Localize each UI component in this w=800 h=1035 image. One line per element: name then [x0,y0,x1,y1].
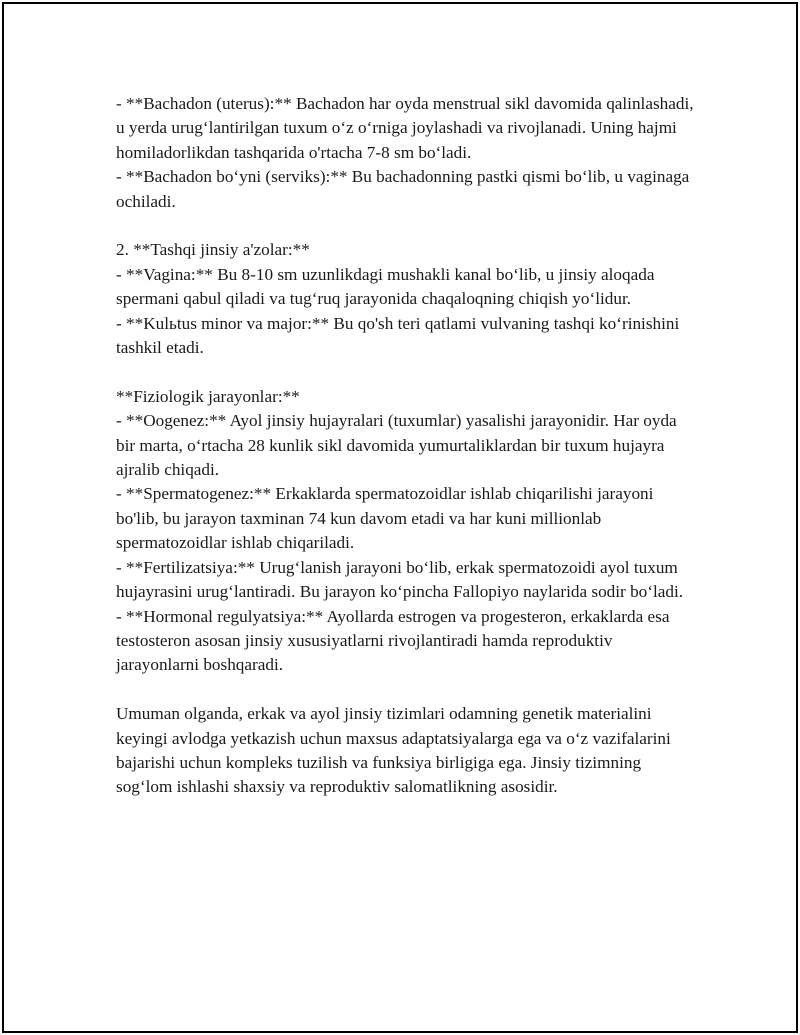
heading-physiological-processes: **Fiziologik jarayonlar:** [116,386,300,406]
paragraph-cervix: - **Bachadon bo‘yni (serviks):** Bu bachadonning pastki qismi bo‘lib, u vaginaga ochiladi. [116,167,690,211]
paragraph-conclusion: Umuman olganda, erkak va ayol jinsiy tizimlari odamning genetik materialini keyingi avlodga yetkazish uchun maxsus adaptatsiyalarga ega va o‘z vazifalarini bajarishi uchun kompleks tuzilish va funksiya birligiga ega. Jinsiy tizimning sog‘lom ishlashi shaxsiy va reproduktiv salomatlikning asosidir. [116,704,671,797]
paragraph-fertilization: - **Fertilizatsiya:** Urug‘lanish jarayoni bo‘lib, erkak spermatozoidi ayol tuxum hujayrasini urug‘lantiradi. Bu jarayon ko‘pincha Fallopiyo naylarida sodir bo‘ladi. [116,557,684,602]
paragraph-hormonal-regulation: - **Hormonal regulyatsiya:** Ayollarda estrogen va progesteron, erkaklarda esa testosteron asosan jinsiy xususiyatlarni rivojlantiradi hamda reproduktiv jarayonlarni boshqaradi. [116,606,670,675]
paragraph-vagina: - **Vagina:** Bu 8-10 sm uzunlikdagi mushakli kanal bo‘lib, u jinsiy aloqada spermani qabul qiladi va tug‘ruq jarayonida chaqaloqning chiqish yo‘lidur. [116,264,655,309]
document-body [116,92,696,800]
paragraph-gap [116,360,696,384]
paragraph-gap [116,214,696,238]
heading-external-organs: 2. **Tashqi jinsiy a'zolar:** [116,240,310,260]
paragraph-spermatogenesis: - **Spermatogenez:** Erkaklarda spermatozoidlar ishlab chiqarilishi jarayoni bo'lib, bu jarayon taxminan 74 kun davom etadi va har kuni millionlab spermatozoidlar ishlab chiqariladi. [116,484,654,553]
paragraph-labia: - **Kulьtus minor va major:** Bu qo'sh teri qatlami vulvaning tashqi ko‘rinishini tashkil etadi. [116,313,680,358]
paragraph-gap [116,678,696,702]
paragraph-oogenesis: - **Oogenez:** Ayol jinsiy hujayralari (tuxumlar) yasalishi jarayonidir. Har oyda bir marta, o‘rtacha 28 kunlik sikl davomida yumurtaliklardan bir tuxum hujayra ajralib chiqadi. [116,411,677,480]
paragraph-uterus: - **Bachadon (uterus):** Bachadon har oyda menstrual sikl davomida qalinlashadi, u yerda urug‘lantirilgan tuxum o‘z o‘rniga joylashadi va rivojlanadi. Uning hajmi homiladorlikdan tashqarida o'rtacha 7-8 sm bo‘ladi. [116,94,694,162]
